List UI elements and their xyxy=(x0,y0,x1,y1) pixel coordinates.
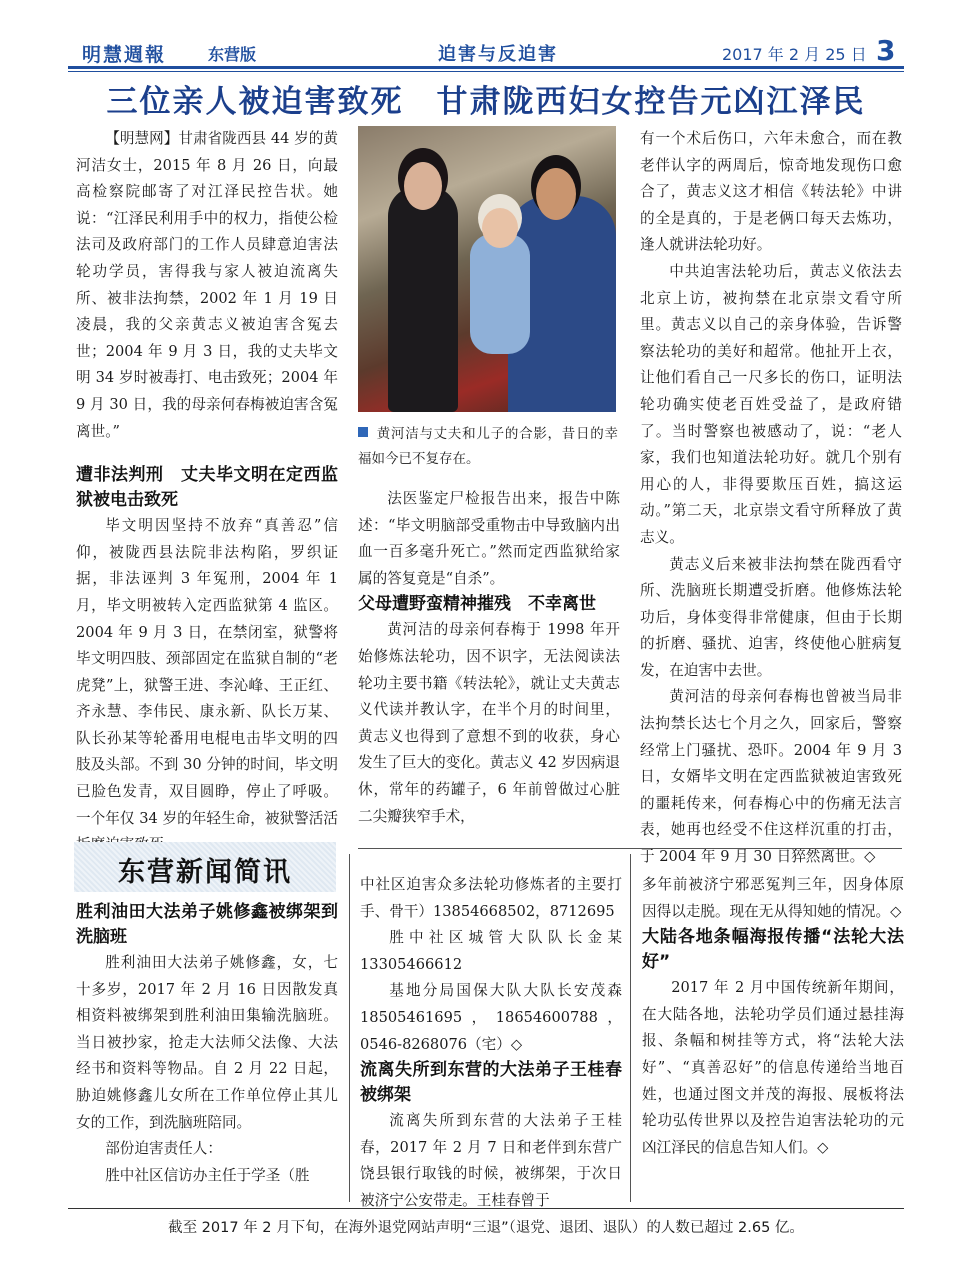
photo-caption: 黄河洁与丈夫和儿子的合影，昔日的幸福如今已不复存在。 xyxy=(358,426,618,467)
edition-label: 东营版 xyxy=(208,45,257,64)
subheading-1: 遭非法判刑 丈夫毕文明在定西监狱被电击致死 xyxy=(76,465,338,511)
news-paragraph: 2017 年 2 月中国传统新年期间，在大陆各地，法轮功学员们通过悬挂海报、条幅和树挂等方式，将“法轮大法好”、“真善忍好”的信息传递给当地百姓，也通过图文并茂的海报、展板将法轮功弘传世界以及控告迫害法轮功的元凶江泽民的信息告知人们。◇ xyxy=(642,979,904,1156)
news-column-3 xyxy=(642,872,904,1161)
news-paragraph: 中社区迫害众多法轮功修炼者的主要打手、骨干）13854668502，8712695 xyxy=(360,876,622,920)
news-paragraph: 流离失所到东营的大法弟子王桂春，2017 年 2 月 7 日和老伴到东营广饶县银行取钱的时候，被绑架，于次日被济宁公安带走。王桂春曾于 xyxy=(360,1112,622,1209)
caption-square-icon xyxy=(358,427,368,437)
news-paragraph: 部份迫害责任人： xyxy=(105,1140,222,1158)
article-column-3 xyxy=(640,126,902,871)
column-divider xyxy=(630,854,631,1202)
article-paragraph: 毕文明因坚持不放弃“真善忍”信仰，被陇西县法院非法构陷，罗织证据，非法诬判 3 年冤刑，2004 年 1 月，毕文明被转入定西监狱第 4 监区。2004 年 9 月 3 日，在禁闭室，狱警将毕文明四肢、颈部固定在监狱自制的“老虎凳”上，狱警王进、李沁峰、王正红、齐永慧、李伟民、康永新、队长万某、队长孙某等轮番用电棍电击毕文明的四肢及头部。不到 30 分钟的时间，毕文明已脸色发青，双目圆睁，停止了呼吸。一个年仅 34 岁的年轻生命，被狱警活活 xyxy=(76,517,338,827)
news-paragraph: 多年前被济宁邪恶冤判三年，因身体原因得以走脱。现在无从得知她的情况。◇ xyxy=(642,876,904,920)
news-item-3-title: 大陆各地条幅海报传播“法轮大法好” xyxy=(642,927,904,973)
masthead-name: 明慧週報 xyxy=(82,44,167,66)
article-paragraph: 法医鉴定尸检报告出来，报告中陈述：“毕文明脑部受重物击中导致脑内出血一百多毫升死亡。”然而定西监狱给家属的答复竟是“自杀”。 xyxy=(358,490,620,587)
family-photo xyxy=(358,126,616,412)
article-paragraph: 黄河洁的母亲何春梅也曾被当局非法拘禁长达七个月之久，回家后，警察经常上门骚扰、恐吓。2004 年 9 月 3 日，女婿毕文明在定西监狱被迫害致死的噩耗传来，何春梅心中的伤痛无法言表，她再也经受不住这样沉重的打击，于 2004 年 9 月 30 日猝然离世。◇ xyxy=(640,688,902,866)
header-rule-thin xyxy=(68,71,904,72)
article-paragraph: 黄志义后来被非法拘禁在陇西看守所、洗脑班长期遭受折磨。他修炼法轮功后，身体变得非常健康，但由于长期的折磨、骚扰、迫害，终使他心脏病复发，在迫害中去世。 xyxy=(640,555,902,679)
subheading-2: 父母遭野蛮精神摧残 不幸离世 xyxy=(358,594,596,615)
article-column-2 xyxy=(358,486,620,830)
page-number: 3 xyxy=(876,34,896,67)
news-item-2-title: 流离失所到东营的大法弟子王桂春被绑架 xyxy=(360,1060,622,1106)
section-title: 迫害与反迫害 xyxy=(438,44,558,65)
issue-date: 2017 年 2 月 25 日 xyxy=(722,45,867,64)
headline: 三位亲人被迫害致死 甘肃陇西妇女控告元凶江泽民 xyxy=(106,84,866,120)
news-column-2 xyxy=(360,872,622,1215)
news-paragraph: 基地分局国保大队大队长安茂森 18505461695，18654600788，0546-8268076（宅）◇ xyxy=(360,982,622,1053)
article-paragraph: 有一个术后伤口，六年未愈合，而在教老伴认字的两周后，惊奇地发现伤口愈合了，黄志义这才相信《转法轮》中讲的全是真的，于是老俩口每天去炼功，逢人就讲法轮功好。 xyxy=(640,130,902,254)
news-paragraph: 胜中社区信访办主任于学圣（胜 xyxy=(105,1166,310,1184)
article-paragraph: 中共迫害法轮功后，黄志义依法去北京上访，被拘禁在北京崇文看守所里。黄志义以自己的亲身体验，告诉警察法轮功的美好和超常。他扯开上衣，让他们看自己一尺多长的伤口，证明法轮功确实使老百姓受益了，是政府错了。当时警察也被感动了，说：“老人家，我们也知道法轮功好。就几个别有用心的人，非得要欺压百姓，搞这运动。”第二天，北京崇文看守所释放了黄志义。 xyxy=(640,262,902,546)
news-section-title: 东营新闻简讯 xyxy=(118,857,292,888)
footer-rule xyxy=(68,1208,904,1209)
news-paragraph: 胜中社区城管大队队长金某13305466612 xyxy=(360,929,622,973)
news-paragraph: 胜利油田大法弟子姚修鑫，女，七十多岁，2017 年 2 月 16 日因散发真相资料被绑架到胜利油田集输洗脑班。当日被抄家，抢走大法师父法像、大法经书和资料等物品。自 2 月 22 日起，胁迫姚修鑫儿女所在工作单位停止其儿女的工作，到洗脑班陪同。 xyxy=(76,954,338,1131)
article-intro: 【明慧网】甘肃省陇西县 44 岁的黄河洁女士，2015 年 8 月 26 日，向最高检察院邮寄了对江泽民控告状。她说：“江泽民利用手中的权力，指使公检法司及政府部门的工作人员肆意迫害法轮功学员，害得我与家人被迫流离失所、被非法拘禁，2002 年 1 月 19 日凌晨，我的父亲黄志义被迫害含冤去世；2004 年 9 月 3 日，我的丈夫毕文明 34 岁时被毒打、电击致死；2004 年 9 月 30 日，我的母亲何春梅被迫害含冤离世。” xyxy=(76,130,338,440)
header-rule xyxy=(68,66,904,69)
article-column-1 xyxy=(76,126,338,859)
column-divider xyxy=(349,854,350,1202)
news-divider xyxy=(358,848,902,849)
news-item-1-title: 胜利油田大法弟子姚修鑫被绑架到洗脑班 xyxy=(76,902,338,947)
article-paragraph: 黄河洁的母亲何春梅于 1998 年开始修炼法轮功，因不识字，无法阅读法轮功主要书籍《转法轮》，就让丈夫黄志义代读并教认字，在半个月的时间里，黄志义也得到了意想不到的收获，身心发生了巨大的变化。黄志义 42 岁因病退休，常年的药罐子，6 年前曾做过心脏二尖瓣狭窄手术， xyxy=(358,621,620,825)
news-column-1 xyxy=(76,900,338,1189)
footer-notice: 截至 2017 年 2 月下旬，在海外退党网站声明“三退”（退党、退团、退队）的人数已超过 2.65 亿。 xyxy=(168,1220,804,1236)
